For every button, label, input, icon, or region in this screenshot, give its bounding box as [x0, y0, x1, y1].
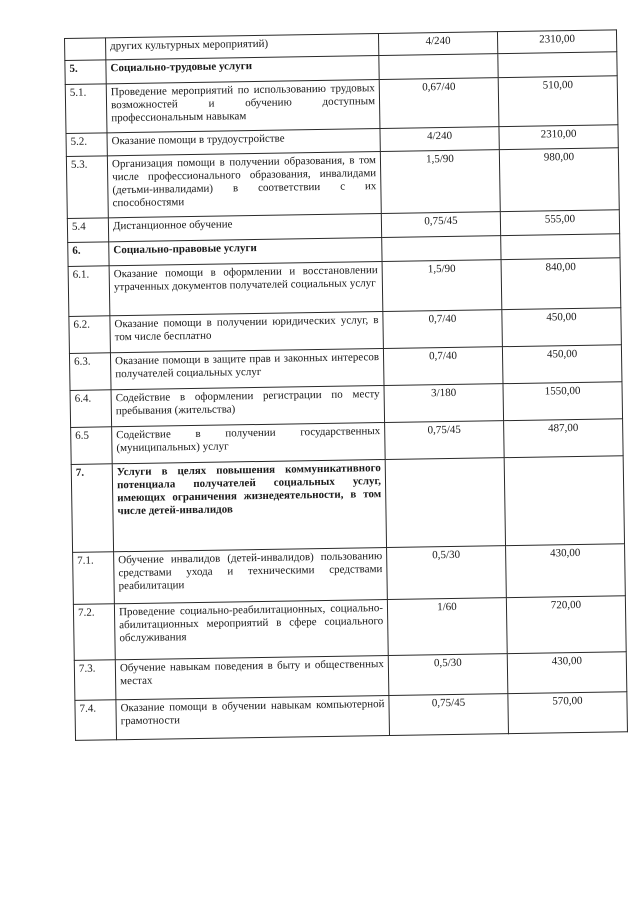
- quantity-cell: [379, 54, 498, 80]
- service-name-cell: Проведение социально-реабилитационных, социально-абилитационных мероприятий в сфере социального обслуживания: [114, 599, 388, 659]
- row-number-cell: 6.: [68, 242, 109, 267]
- price-cell: 510,00: [498, 76, 618, 127]
- row-number-cell: 7.4.: [75, 700, 117, 741]
- price-cell: 487,00: [504, 419, 624, 458]
- service-name-cell: Проведение мероприятий по использованию трудовых возможностей и обучению доступным профессиональным навыкам: [106, 80, 380, 133]
- row-number-cell: 7.2.: [73, 604, 115, 661]
- row-number-cell: 5.: [65, 60, 106, 85]
- row-number-cell: 6.4.: [70, 390, 112, 428]
- quantity-cell: 0,5/30: [387, 546, 507, 600]
- quantity-cell: [382, 236, 501, 262]
- quantity-cell: 0,75/45: [385, 421, 505, 460]
- price-cell: [501, 234, 620, 260]
- quantity-cell: 0,5/30: [388, 654, 508, 696]
- table-row: [66, 148, 619, 219]
- price-cell: 430,00: [506, 544, 626, 598]
- table-row: [68, 258, 621, 317]
- quantity-cell: 4/240: [380, 127, 499, 152]
- price-cell: 840,00: [501, 258, 621, 310]
- service-name-cell: Дистанционное обучение: [108, 214, 381, 242]
- row-number-cell: 7.: [71, 464, 113, 553]
- quantity-cell: 0,75/45: [381, 212, 500, 238]
- tariff-table-sheet: [64, 29, 625, 741]
- row-number-cell: 6.5: [71, 427, 113, 465]
- service-name-cell: Оказание помощи в получении юридических услуг, в том числе бесплатно: [110, 312, 384, 353]
- quantity-cell: 4/240: [378, 32, 497, 56]
- price-cell: 450,00: [502, 308, 622, 347]
- section-title-cell: Социально-трудовые услуги: [106, 56, 379, 84]
- service-name-cell: Содействие в получении государственных (муниципальных) услуг: [112, 423, 386, 464]
- service-name-cell: Оказание помощи в обучении навыкам компьютерной грамотности: [116, 695, 390, 739]
- section-header-row: [71, 456, 624, 553]
- table-row: [75, 692, 628, 741]
- price-cell: 555,00: [500, 210, 619, 236]
- service-name-cell: Оказание помощи в трудоустройстве: [107, 129, 380, 156]
- table-row: [65, 76, 618, 134]
- row-number-cell: 6.2.: [69, 316, 111, 354]
- row-number-cell: 5.3.: [66, 156, 108, 219]
- quantity-cell: [385, 458, 505, 548]
- service-name-cell: Обучение инвалидов (детей-инвалидов) пользованию средствами ухода и техническими средствами реабилитации: [114, 547, 388, 603]
- price-cell: [498, 52, 617, 78]
- price-cell: 720,00: [506, 596, 626, 654]
- section-title-cell: Социально-правовые услуги: [109, 238, 382, 266]
- quantity-cell: 1,5/90: [380, 150, 500, 214]
- quantity-cell: 3/180: [384, 384, 504, 423]
- price-cell: 1550,00: [503, 382, 623, 421]
- service-name-cell: Оказание помощи в оформлении и восстановлении утраченных документов получателей социальных услуг: [109, 262, 383, 316]
- quantity-cell: 0,7/40: [383, 347, 503, 386]
- service-name-cell: Оказание помощи в защите прав и законных интересов получателей социальных услуг: [110, 349, 384, 390]
- row-number-cell: 6.1.: [68, 266, 110, 317]
- section-title-cell: Услуги в целях повышения коммуникативного потенциала получателей социальных услуг, имеющих ограничения жизнедеятельности, в том числе детей-инвалидов: [112, 460, 386, 552]
- quantity-cell: 1/60: [387, 598, 507, 656]
- row-number-cell: 7.1.: [73, 552, 115, 605]
- service-name-cell: Содействие в оформлении регистрации по месту пребывания (жительства): [111, 386, 385, 427]
- price-cell: 980,00: [499, 148, 619, 212]
- price-cell: 2310,00: [497, 30, 616, 54]
- service-name-cell: Обучение навыкам поведения в быту и общественных местах: [115, 655, 389, 699]
- social-services-table: [64, 29, 628, 741]
- row-number-cell: 5.2.: [66, 133, 107, 157]
- row-number-cell: 5.4: [67, 218, 108, 243]
- quantity-cell: 0,67/40: [379, 78, 499, 129]
- quantity-cell: 1,5/90: [382, 260, 502, 312]
- price-cell: 570,00: [508, 692, 628, 734]
- table-row: [73, 544, 626, 605]
- service-name-cell: других культурных мероприятий): [106, 34, 379, 60]
- row-number-cell: 5.1.: [65, 84, 107, 134]
- row-number-cell: 6.3.: [69, 353, 111, 391]
- price-cell: 430,00: [507, 652, 627, 694]
- table-body: [65, 30, 628, 741]
- quantity-cell: 0,75/45: [389, 694, 509, 736]
- quantity-cell: 0,7/40: [383, 310, 503, 349]
- service-name-cell: Организация помощи в получении образования, в том числе профессионального образования, инвалидами (детьми-инвалидами) в соответствии с их способностями: [107, 152, 381, 218]
- price-cell: 2310,00: [499, 125, 618, 150]
- price-cell: [504, 456, 624, 546]
- row-number-cell: [65, 38, 106, 61]
- price-cell: 450,00: [502, 345, 622, 384]
- table-row: [73, 596, 626, 661]
- row-number-cell: 7.3.: [74, 660, 116, 701]
